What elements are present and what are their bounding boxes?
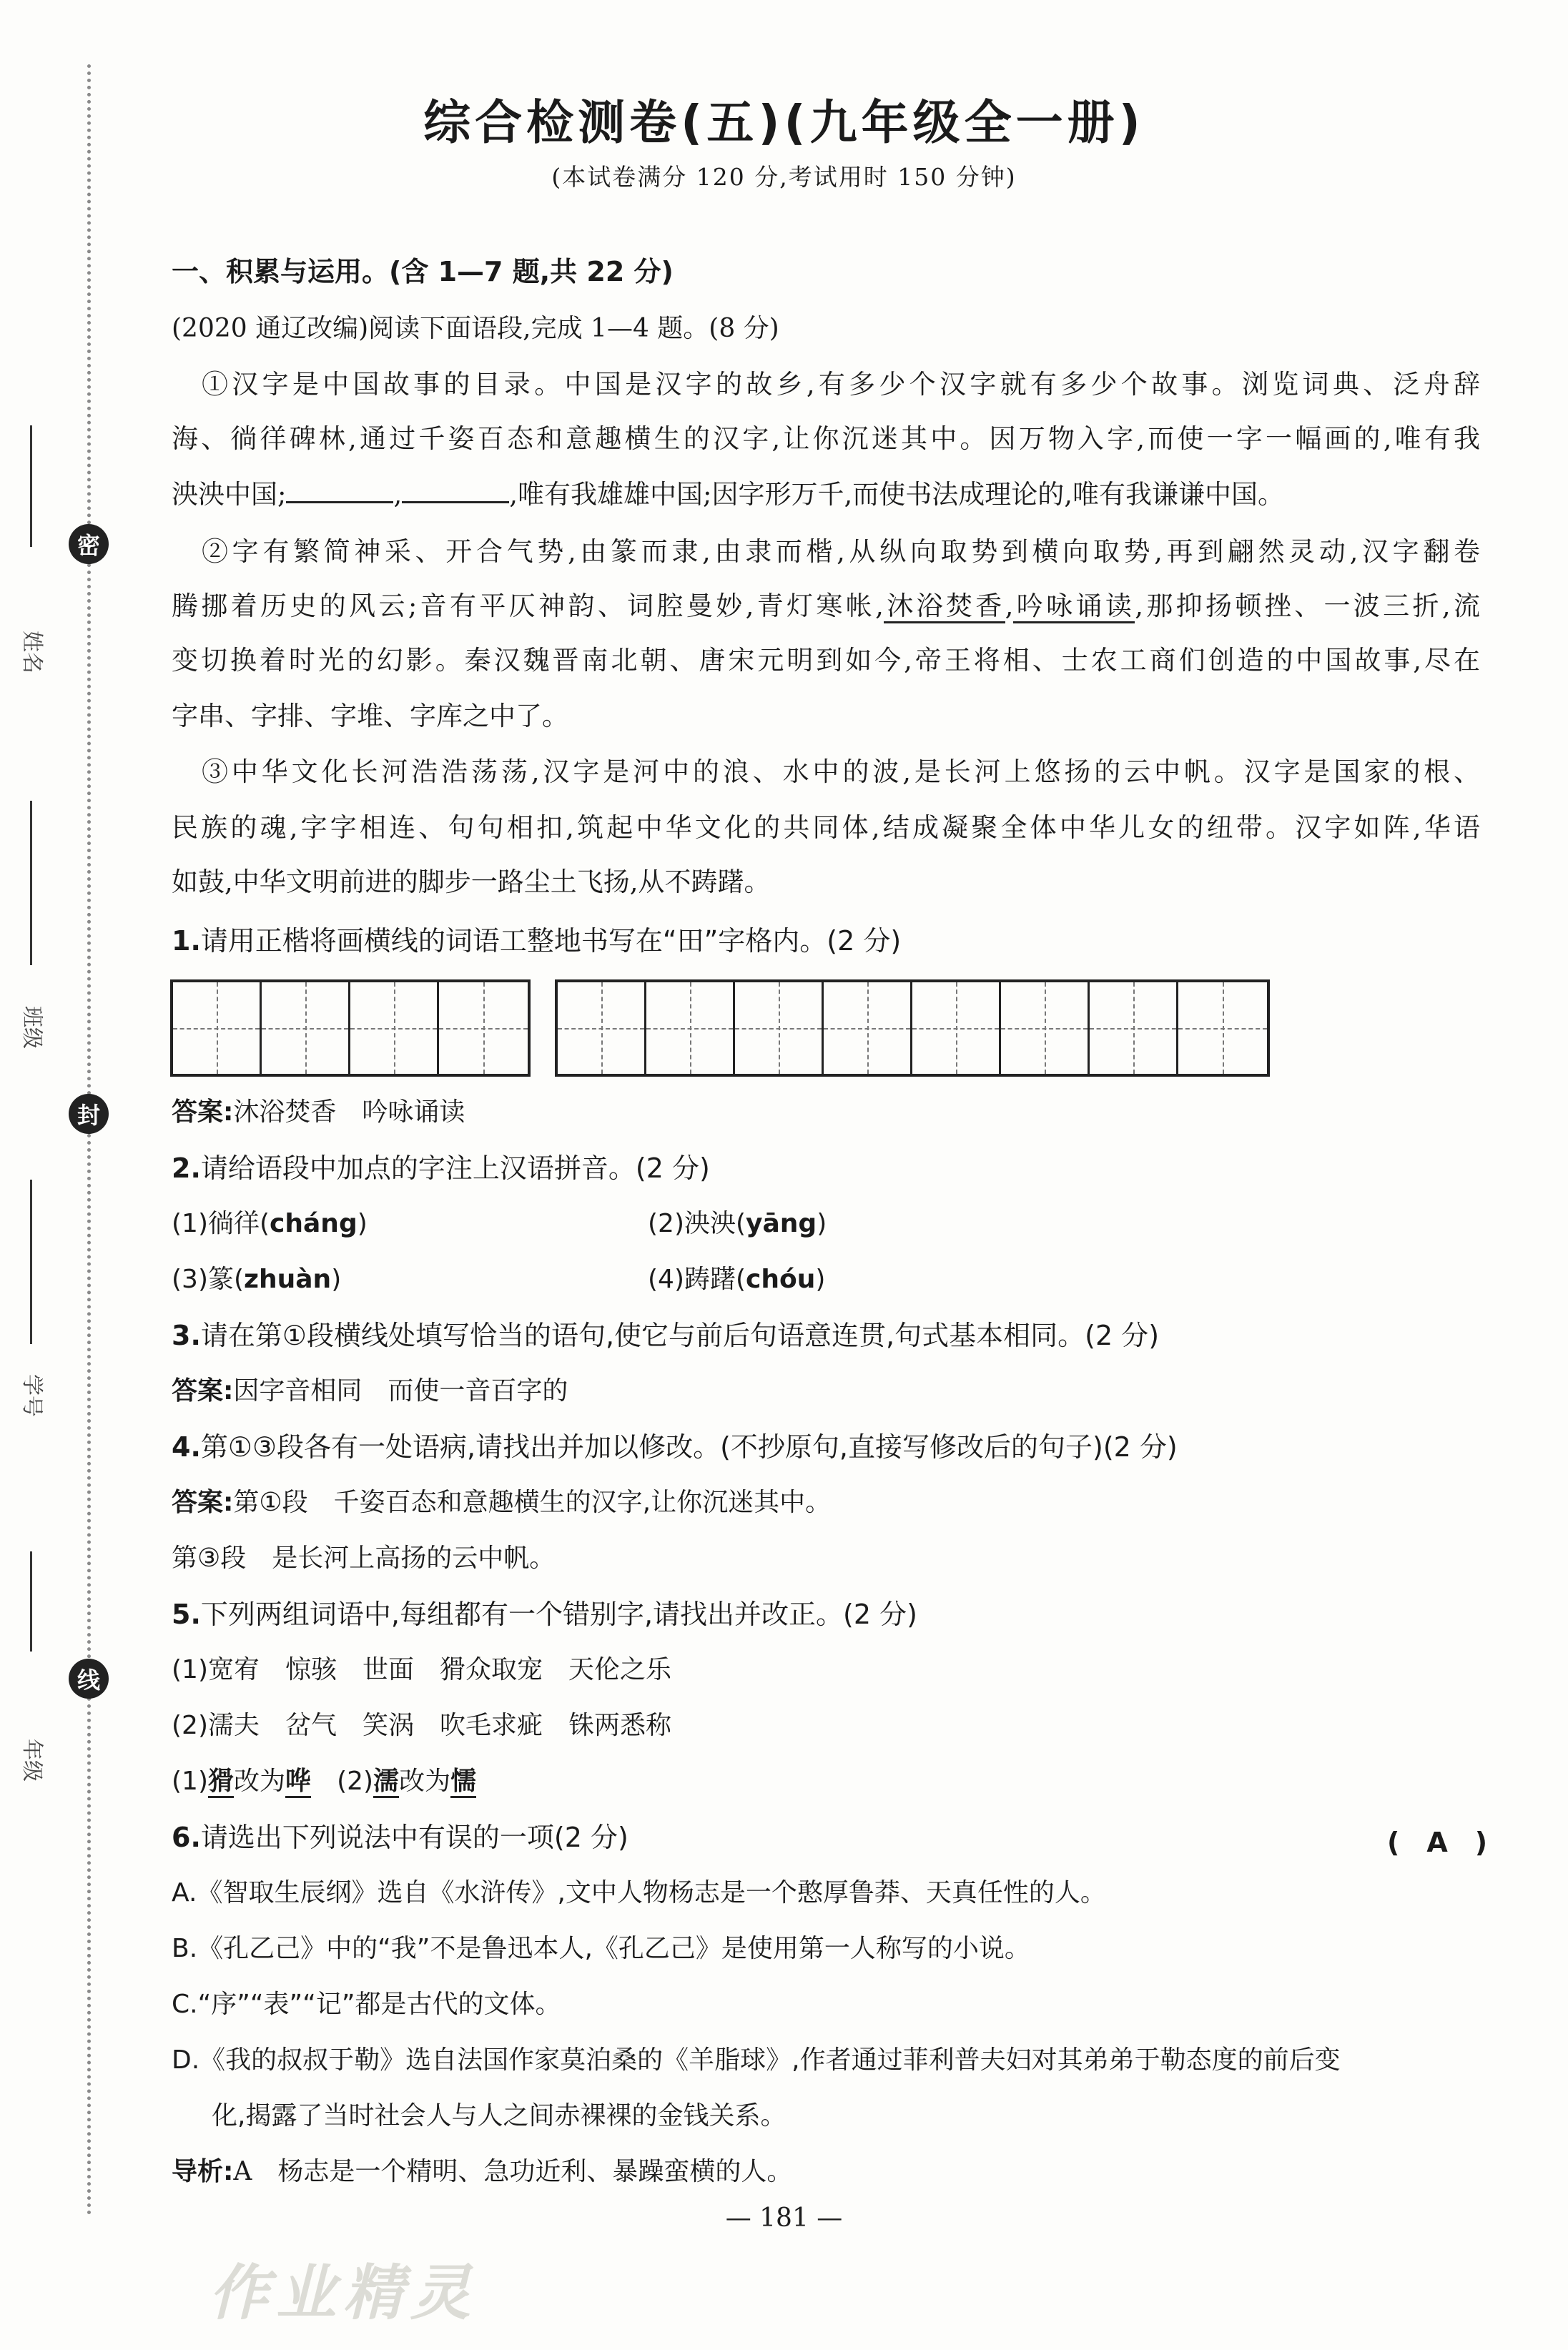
margin-field-name: 姓名 bbox=[19, 631, 44, 673]
underlined-phrase-1: 沐浴焚香 bbox=[884, 591, 1005, 623]
passage-line: 腾挪着历史的风云;音有平仄神韵、词腔曼妙,青灯寒帐,沐浴焚香,吟咏诵读,那抑扬顿挫、一波三折,流 bbox=[172, 589, 1480, 623]
grid-cell[interactable] bbox=[1178, 982, 1267, 1074]
option-b: B.《孔乙己》中的“我”不是鲁迅本人,《孔乙己》是使用第一人称写的小说。 bbox=[172, 1934, 1030, 1963]
passage-line: 海、徜徉碑林,通过千姿百态和意趣横生的汉字,让你沉迷其中。因万物入字,而使一字一幅画的,唯有我 bbox=[172, 423, 1480, 454]
passage-line: ①汉字是中国故事的目录。中国是汉字的故乡,有多少个汉字就有多少个故事。浏览词典、泛舟辞 bbox=[202, 369, 1480, 400]
margin-field-number: 学号 bbox=[19, 1374, 44, 1417]
pinyin-item-2: (2)泱泱(yāng) bbox=[648, 1209, 827, 1238]
underlined-phrase-2: 吟咏诵读 bbox=[1013, 591, 1135, 623]
margin-field-class: 班级 bbox=[19, 1006, 44, 1049]
fill-blank-1[interactable] bbox=[286, 478, 393, 503]
grid-cell[interactable] bbox=[262, 982, 350, 1074]
grid-cell[interactable] bbox=[173, 982, 262, 1074]
pinyin-item-4: (4)踌躇(chóu) bbox=[648, 1265, 826, 1294]
section-heading: 一、积累与运用。(含 1—7 题,共 22 分) bbox=[172, 256, 674, 287]
pinyin-item-3: (3)篆(zhuàn) bbox=[172, 1265, 342, 1294]
exam-title: 综合检测卷(五)(九年级全一册) bbox=[423, 95, 1145, 150]
grid-cell[interactable] bbox=[646, 982, 735, 1074]
question-6: 6.请选出下列说法中有误的一项(2 分) bbox=[172, 1822, 628, 1853]
question-3: 3.请在第①段横线处填写恰当的语句,使它与前后句语意连贯,句式基本相同。(2 分) bbox=[172, 1320, 1160, 1351]
pinyin-item-1: (1)徜徉(cháng) bbox=[172, 1209, 368, 1238]
question-4: 4.第①③段各有一处语病,请找出并加以修改。(不抄原句,直接写修改后的句子)(2 分) bbox=[172, 1431, 1178, 1463]
option-d: D.《我的叔叔于勒》选自法国作家莫泊桑的《羊脂球》,作者通过菲利普夫妇对其弟弟于勒态度的前后变 bbox=[172, 2045, 1341, 2075]
answer-1: 答案:沐浴焚香 吟咏诵读 bbox=[172, 1097, 465, 1127]
passage-line: ②字有繁简神采、开合气势,由篆而隶,由隶而楷,从纵向取势到横向取势,再到翩然灵动,汉字翻卷 bbox=[202, 536, 1480, 567]
question-5: 5.下列两组词语中,每组都有一个错别字,请找出并改正。(2 分) bbox=[172, 1599, 917, 1630]
word-group-1: (1)宽宥 惊骇 世面 猾众取宠 天伦之乐 bbox=[172, 1655, 671, 1684]
seal-mi: 密 bbox=[69, 524, 109, 564]
passage-line: 民族的魂,字字相连、句句相扣,筑起中华文化的共同体,结成凝聚全体中华儿女的纽带。汉字如阵,华语 bbox=[172, 812, 1480, 843]
option-d-cont: 化,揭露了当时社会人与人之间赤裸裸的金钱关系。 bbox=[212, 2101, 787, 2131]
margin-field-grade: 年级 bbox=[19, 1739, 44, 1782]
passage-line-blanks: 泱泱中国; , ,唯有我雄雄中国;因字形万千,而使书法成理论的,唯有我谦谦中国。 bbox=[172, 479, 1284, 510]
question-1: 1.请用正楷将画横线的词语工整地书写在“田”字格内。(2 分) bbox=[172, 925, 902, 957]
grid-cell[interactable] bbox=[735, 982, 824, 1074]
passage-line: 如鼓,中华文明前进的脚步一路尘土飞扬,从不踌躇。 bbox=[172, 867, 771, 897]
margin-rule bbox=[30, 1180, 32, 1344]
seal-feng: 封 bbox=[69, 1094, 109, 1134]
passage-line: ③中华文化长河浩浩荡荡,汉字是河中的浪、水中的波,是长河上悠扬的云中帆。汉字是国家的根、 bbox=[202, 756, 1480, 787]
page-number: — 181 — bbox=[725, 2203, 843, 2233]
fill-blank-2[interactable] bbox=[402, 478, 509, 503]
grid-cell[interactable] bbox=[558, 982, 646, 1074]
tian-grid-1[interactable] bbox=[170, 979, 531, 1077]
margin-rule bbox=[30, 1551, 32, 1652]
grid-cell[interactable] bbox=[350, 982, 439, 1074]
grid-cell[interactable] bbox=[912, 982, 1001, 1074]
grid-cell[interactable] bbox=[1090, 982, 1178, 1074]
answer-4b: 第③段 是长河上高扬的云中帆。 bbox=[172, 1544, 556, 1573]
grid-cell[interactable] bbox=[1001, 982, 1090, 1074]
margin-rule bbox=[30, 425, 32, 547]
passage-intro: (2020 通辽改编)阅读下面语段,完成 1—4 题。(8 分) bbox=[172, 314, 779, 343]
margin-rule bbox=[30, 801, 32, 965]
guide-analysis: 导析:A 杨志是一个精明、急功近利、暴躁蛮横的人。 bbox=[172, 2157, 793, 2186]
question-2: 2.请给语段中加点的字注上汉语拼音。(2 分) bbox=[172, 1152, 710, 1184]
grid-cell[interactable] bbox=[824, 982, 912, 1074]
option-a: A.《智取生辰纲》选自《水浒传》,文中人物杨志是一个憨厚鲁莽、天真任性的人。 bbox=[172, 1878, 1106, 1907]
watermark: 作业精灵 bbox=[209, 2258, 478, 2328]
answer-5: (1)猾改为哗 (2)濡改为懦 bbox=[172, 1764, 476, 1799]
exam-subtitle: (本试卷满分 120 分,考试用时 150 分钟) bbox=[551, 163, 1017, 191]
seal-xian: 线 bbox=[69, 1659, 109, 1699]
tian-grid-2[interactable] bbox=[555, 979, 1270, 1077]
word-group-2: (2)濡夫 岔气 笑涡 吹毛求疵 铢两悉称 bbox=[172, 1711, 671, 1740]
grid-cell[interactable] bbox=[439, 982, 528, 1074]
answer-bracket: ( A ) bbox=[1387, 1827, 1488, 1858]
option-c: C.“序”“表”“记”都是古代的文体。 bbox=[172, 1990, 561, 2019]
passage-line: 变切换着时光的幻影。秦汉魏晋南北朝、唐宋元明到如今,帝王将相、士农工商们创造的中国故事,尽在 bbox=[172, 645, 1480, 676]
answer-4a: 答案:第①段 千姿百态和意趣横生的汉字,让你沉迷其中。 bbox=[172, 1488, 832, 1517]
binding-dotted-line bbox=[87, 64, 91, 2216]
passage-line: 字串、字排、字堆、字库之中了。 bbox=[172, 701, 568, 731]
answer-3: 答案:因字音相同 而使一音百字的 bbox=[172, 1376, 568, 1406]
